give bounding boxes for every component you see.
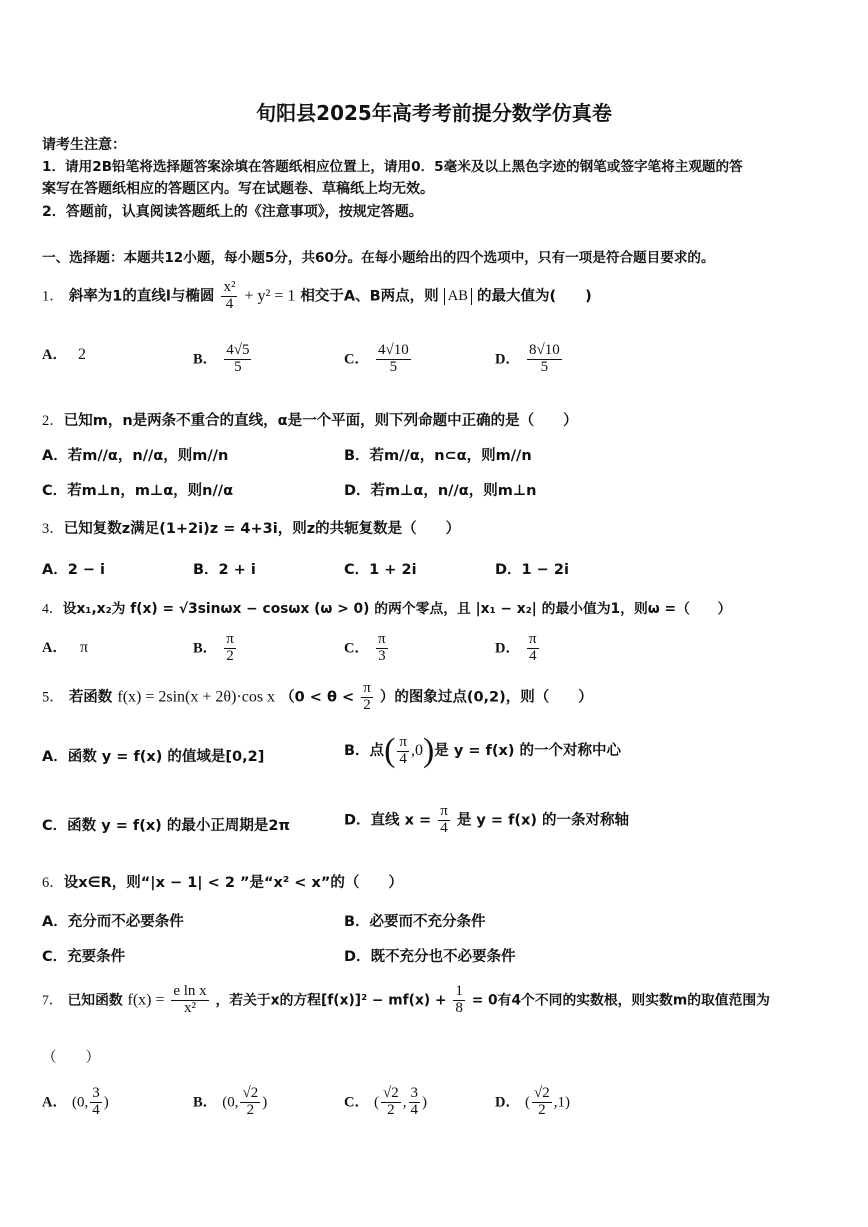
q4-option-a — [42, 636, 88, 657]
q7-option-d — [495, 1086, 570, 1119]
option-label: D． — [495, 640, 520, 657]
q4-option-d — [495, 632, 541, 665]
option-fraction — [376, 632, 388, 665]
option-label: B．点 — [344, 743, 385, 759]
interval-separator: , — [402, 1094, 407, 1111]
fraction-numerator: π — [529, 631, 537, 647]
ellipse-fraction — [221, 280, 237, 313]
option-text: 是 y = f(x) 的一条对称轴 — [456, 812, 630, 829]
fraction-denominator: x² — [184, 999, 196, 1016]
fraction-denominator: 4 — [529, 647, 537, 664]
fraction-denominator: 4 — [92, 1101, 100, 1118]
question-text: 相交于A、B两点，则 — [300, 288, 439, 305]
fraction-denominator: 2 — [538, 1101, 546, 1118]
point-coordinate: ,0 — [410, 742, 423, 759]
q7-answer-paren: （ ） — [42, 1050, 100, 1066]
option-label: A． — [42, 640, 67, 656]
option-fraction — [409, 1086, 421, 1119]
q2-option-d: D．若m⊥α，n//α，则m⊥n — [344, 483, 537, 499]
option-label: B． — [193, 640, 218, 657]
option-label: C． — [344, 351, 369, 368]
fraction-denominator: 3 — [378, 647, 386, 664]
question-1 — [42, 280, 592, 313]
interval-open: ( — [374, 1094, 380, 1111]
question-number: 7． — [42, 992, 63, 1008]
question-text: 若函数 — [68, 689, 113, 706]
q1-option-d — [495, 343, 564, 376]
question-2 — [42, 409, 578, 430]
fraction-numerator: e ln x — [173, 983, 207, 999]
q5-option-d — [344, 804, 629, 837]
q4-option-c — [344, 632, 390, 665]
abs-ab: AB — [444, 288, 472, 305]
fraction-denominator: 4 — [440, 819, 448, 836]
option-label: A． — [42, 1094, 67, 1111]
fraction-numerator: 8√10 — [529, 342, 560, 358]
interval-close: ) — [262, 1094, 268, 1111]
option-label: B． — [193, 351, 218, 368]
question-5 — [42, 681, 593, 714]
q3-option-c: C．1 + 2i — [344, 562, 417, 578]
fraction-numerator: 3 — [92, 1085, 100, 1101]
q5-option-a: A．函数 y = f(x) 的值域是[0,2] — [42, 749, 265, 765]
equation: + y² = 1 — [244, 287, 296, 305]
fraction-numerator: π — [378, 631, 386, 647]
option-label: C． — [344, 640, 369, 657]
q6-option-a: A．充分而不必要条件 — [42, 914, 184, 930]
fraction-denominator: 2 — [226, 647, 234, 664]
question-text: 已知复数z满足(1+2i)z = 4+3i，则z的共轭复数是（ ） — [63, 521, 461, 537]
fraction-denominator: 8 — [455, 999, 463, 1016]
fraction-denominator: 5 — [389, 358, 398, 375]
question-number: 2． — [42, 413, 64, 429]
q6-option-d: D．既不充分也不必要条件 — [344, 949, 516, 965]
constant-fraction — [453, 984, 465, 1017]
question-7 — [42, 984, 770, 1017]
fraction-numerator: √2 — [383, 1085, 399, 1101]
fraction-numerator: 4√10 — [378, 342, 409, 358]
interval-close: ) — [103, 1094, 109, 1111]
option-fraction — [240, 1086, 260, 1119]
question-number: 1． — [42, 288, 64, 305]
fraction-denominator: 4 — [225, 295, 234, 312]
interval-close: ) — [422, 1094, 428, 1111]
interval-close: ,1) — [553, 1094, 571, 1111]
interval-open: ( — [525, 1094, 531, 1111]
option-label: D． — [495, 351, 520, 368]
q1-option-a — [42, 343, 86, 364]
left-paren: ( — [384, 732, 396, 769]
notice-line-2: 案写在答题纸相应的答题区内。写在试题卷、草稿纸上均无效。 — [42, 181, 434, 197]
q7-option-c — [344, 1086, 427, 1119]
option-fraction — [224, 632, 236, 665]
question-text: ）的图象过点(0,2)，则（ ） — [379, 689, 593, 706]
question-text: （0 < θ < — [280, 689, 355, 706]
question-text: 已知函数 — [67, 992, 123, 1009]
fraction-denominator: 2 — [387, 1101, 395, 1118]
interval-open: (0, — [72, 1094, 89, 1111]
fraction-denominator: 5 — [540, 358, 549, 375]
question-text: 的最大值为( ) — [476, 288, 592, 305]
question-3 — [42, 517, 460, 538]
theta-bound-fraction — [361, 681, 373, 714]
fraction-numerator: 1 — [455, 983, 463, 999]
q3-option-d: D．1 − 2i — [495, 562, 569, 578]
question-number: 3． — [42, 521, 64, 537]
q1-option-c — [344, 343, 413, 376]
question-number: 4． — [42, 601, 63, 616]
question-6 — [42, 871, 403, 892]
question-number: 5． — [42, 689, 64, 706]
q7-option-a — [42, 1086, 109, 1119]
option-fraction — [376, 343, 411, 376]
question-text: = 0有4个不同的实数根，则实数m的取值范围为 — [471, 992, 770, 1009]
q6-option-c: C．充要条件 — [42, 949, 126, 965]
fraction-denominator: 4 — [410, 1101, 419, 1118]
fraction-numerator: 3 — [410, 1085, 419, 1101]
right-paren: ) — [422, 732, 435, 769]
question-text: ，若关于x的方程[f(x)]² − mf(x) + — [215, 992, 447, 1009]
option-fraction — [381, 1086, 401, 1119]
fraction-numerator: π — [440, 803, 448, 819]
page-title: 旬阳县2025年高考考前提分数学仿真卷 — [256, 101, 612, 125]
notice-heading: 请考生注意： — [42, 137, 126, 153]
question-text: 斜率为1的直线l与椭圆 — [68, 288, 215, 305]
option-value: π — [80, 639, 89, 656]
fraction-denominator: 2 — [363, 696, 371, 713]
q5-option-c: C．函数 y = f(x) 的最小正周期是2π — [42, 818, 290, 834]
q5-option-b — [344, 734, 621, 768]
option-value: 2 — [78, 346, 87, 363]
option-fraction — [90, 1086, 102, 1119]
q6-option-b: B．必要而不充分条件 — [344, 914, 486, 930]
fraction-numerator: 4√5 — [226, 342, 250, 358]
option-fraction — [532, 1086, 552, 1119]
q3-option-a: A．2 − i — [42, 562, 106, 578]
option-fraction — [527, 632, 539, 665]
q4-option-b — [193, 632, 238, 665]
interval-open: (0, — [222, 1094, 239, 1111]
option-fraction — [224, 343, 251, 376]
fraction-numerator: √2 — [242, 1085, 259, 1101]
fraction-denominator: 2 — [246, 1101, 255, 1118]
option-label: A． — [42, 347, 67, 363]
option-label: D． — [495, 1094, 520, 1111]
notice-line-1: 1．请用2B铅笔将选择题答案涂填在答题纸相应位置上，请用0．5毫米及以上黑色字迹的钢笔或签字笔将主观题的答 — [42, 159, 743, 175]
fraction-denominator: 4 — [399, 750, 407, 767]
function-expression: f(x) = — [127, 991, 165, 1009]
q7-option-b — [193, 1086, 267, 1119]
q3-option-b: B．2 + i — [193, 562, 256, 578]
question-text: 已知m，n是两条不重合的直线，α是一个平面，则下列命题中正确的是（ ） — [63, 413, 578, 429]
function-expression: f(x) = 2sin(x + 2θ)·cos x — [117, 688, 276, 706]
fraction-numerator: π — [363, 680, 371, 696]
question-text: 设x∈R，则“|x − 1| < 2 ”是“x² < x”的（ ） — [63, 875, 403, 891]
fraction-denominator: 5 — [234, 358, 242, 375]
option-label: D．直线 x = — [344, 812, 432, 829]
section-heading: 一、选择题：本题共12小题，每小题5分，共60分。在每小题给出的四个选项中，只有一项是符合题目要求的。 — [42, 250, 715, 266]
option-fraction — [527, 343, 562, 376]
question-number: 6． — [42, 875, 64, 891]
point-fraction — [397, 735, 409, 768]
question-4 — [42, 597, 731, 617]
notice-line-3: 2．答题前，认真阅读答题纸上的《注意事项》，按规定答题。 — [42, 204, 423, 220]
question-text: 设x₁,x₂为 f(x) = √3sinωx − cosωx (ω > 0) 的两个零点，且 |x₁ − x₂| 的最小值为1，则ω =（ ） — [62, 601, 732, 617]
q2-option-a: A．若m//α，n//α，则m//n — [42, 448, 229, 464]
option-label: B． — [193, 1094, 218, 1111]
q1-option-b — [193, 343, 253, 376]
fraction-numerator: √2 — [534, 1085, 550, 1101]
option-text: 是 y = f(x) 的一个对称中心 — [434, 743, 622, 759]
axis-fraction — [438, 804, 450, 837]
fraction-numerator: π — [226, 631, 234, 647]
function-fraction — [171, 984, 208, 1017]
q2-option-b: B．若m//α，n⊂α，则m//n — [344, 448, 532, 464]
fraction-numerator: π — [399, 733, 407, 750]
fraction-numerator: x² — [223, 279, 236, 295]
option-label: C． — [344, 1094, 369, 1111]
q2-option-c: C．若m⊥n，m⊥α，则n//α — [42, 483, 234, 499]
